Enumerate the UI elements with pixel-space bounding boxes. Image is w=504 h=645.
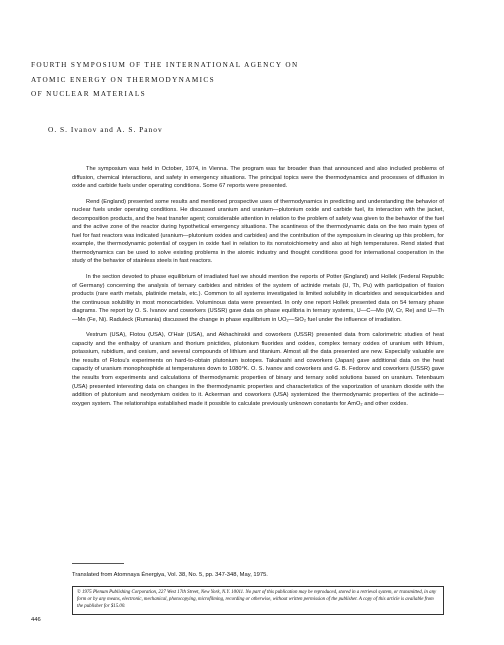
title-line-1: FOURTH SYMPOSIUM OF THE INTERNATIONAL AGENCY ON xyxy=(31,61,299,69)
paragraph-4: Vestrum (USA), Flotou (USA), O'Hair (USA), and Akhachinskii and coworkers (USSR) presented data from calorimetric studies of heat capacity and the enthalpy of uranium and thorium pnictides, plutonium fluorides and oxides, complex ternary oxides of uranium with lithium, potassium, rubidium, and cesium, and several compounds of lithium and titanium. Almost all the data presented are new. Especially valuable are the results of Flotou's experiments on hard-to-obtain plutonium isotopes. Takahashi and coworkers (Japan) gave additional data on the heat capacity of uranium monophosphide at temperatures down to 1080°K. O. S. Ivanov and coworkers and G. B. Fedorov and coworkers (USSR) gave the results from experiments and calculations of thermodynamic properties of binary and ternary solid solutions based on uranium. Tetenbaum (USA) presented interesting data on changes in the thermodynamic properties and characteristics of the vaporization of uranium dioxide with the addition of plutonium and neodymium oxides to it. Ackerman and coworkers (USA) systemized the thermodynamic properties of the actinide—oxygen system. The relationships established made it possible to calculate previously unknown constants for AmO₂ and other oxides. xyxy=(72,332,444,407)
translation-footnote: Translated from Atomnaya Énergiya, Vol. 38, No. 5, pp. 347-348, May, 1975. xyxy=(72,572,268,578)
copyright-notice: © 1975 Plenum Publishing Corporation, 227 West 17th Street, New York, N.Y. 10011. No part of this publication may be reproduced, stored in a retrieval system, or transmitted, in any form or by any means, electronic, mechanical, photocopying, microfilming, recording or otherwise, without written permission of the publisher. A copy of this article is available from the publisher for $15.00. xyxy=(72,586,444,615)
paragraph-3: In the section devoted to phase equilibrium of irradiated fuel we should mention the reports of Potter (England) and Hollek (Federal Republic of Germany) concerning the analysis of ternary carbides and nitrides of the system of actinide metals (U, Th, Pu) with participation of fission products (rare earth metals, platinide metals, etc.). Common to all systems investigated is limited solubility in dicarbides and sesquicarbides and the continuous solubility in most monocarbides. Voluminous data were presented. In only one report Hollek presented data on 54 ternary phase diagrams. The report by O. S. Ivanov and coworkers (USSR) gave data on phase equilibria in ternary systems, U—C—Mo (W, Cr, Re) and U—Th—Mn (Fe, Ni). Raduleck (Rumania) discussed the change in phase equilibrium in UO₂—SiO₂ fuel under the influence of irradiation. xyxy=(72,274,444,323)
paragraph-1: The symposium was held in October, 1974, in Vienna. The program was far broader than that announced and also included problems of diffusion, chemical interactions, and safety in emergency situations. The principal topics were the thermodynamics and processes of diffusion in oxide and carbide fuels under operating conditions. Some 67 reports were presented. xyxy=(72,166,444,190)
title-line-2: ATOMIC ENERGY ON THERMODYNAMICS xyxy=(31,75,216,84)
title-line-3: OF NUCLEAR MATERIALS xyxy=(31,90,147,98)
article-title xyxy=(31,58,471,102)
paragraph-2: Rend (England) presented some results and mentioned prospective uses of thermodynamics in predicting and understanding the behavior of nuclear fuels under operating conditions. He discussed uranium and uranium—plutonium oxide and carbide fuel, its interaction with the jacket, decomposition products, and the heat transfer agent; considerable attention in relation to the problem of safety was given to the behavior of the fuel and the active zone of the reactor during hypothetical emergency situations. The scantiness of the thermodynamic data on the two main types of fuel for fast reactors was indicated (uranium—plutonium oxides and carbides) and the contribution of the symposium in clearing up this problem, for example, the thermodynamic potential of oxygen in oxide fuel in relation to its nonstoichiometry and also at high temperatures. Rend stated that thermodynamics can be used to solve existing problems in the atomic industry and thought conditions good for international cooperation in the study of the behavior of stainless steels in fast reactors. xyxy=(72,198,444,265)
page-number: 446 xyxy=(31,617,41,623)
footnote-divider xyxy=(72,563,124,564)
article-authors: O. S. Ivanov and A. S. Panov xyxy=(48,125,163,134)
article-body xyxy=(72,165,444,415)
